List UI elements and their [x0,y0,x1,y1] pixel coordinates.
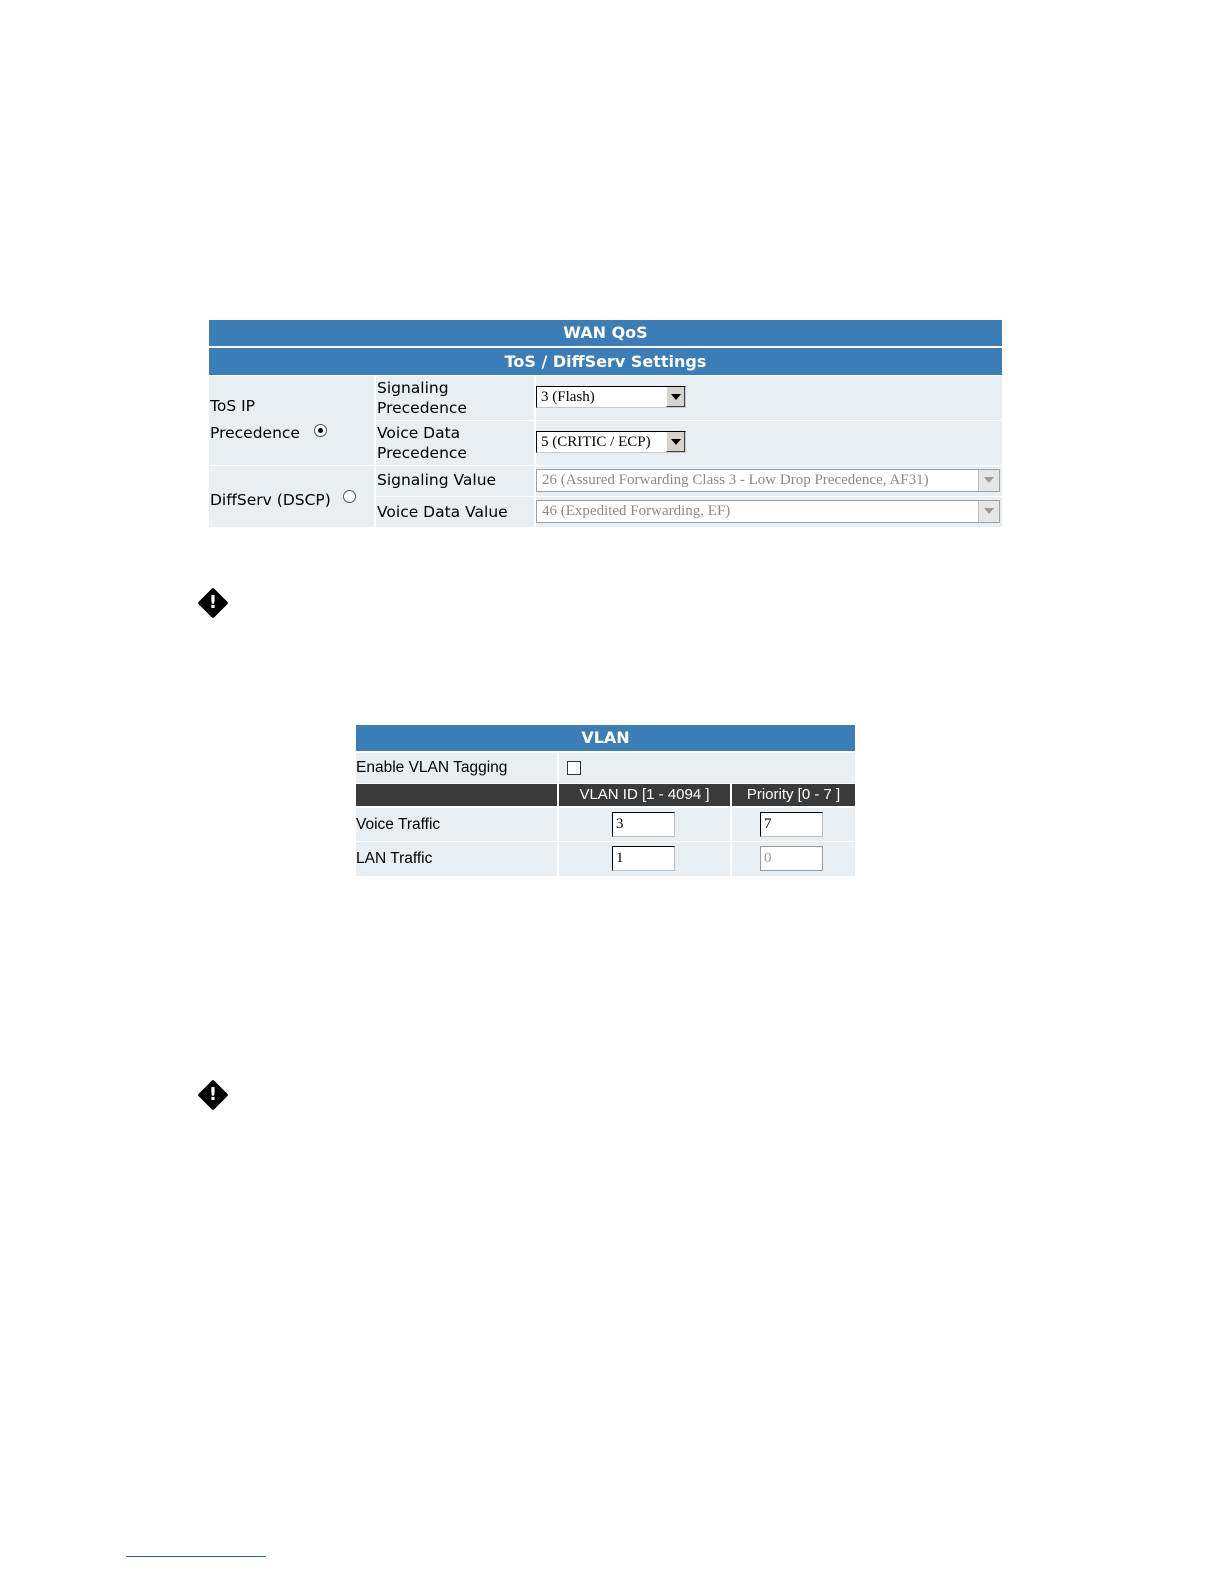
enable-vlan-label: Enable VLAN Tagging [356,759,508,776]
signaling-precedence-label-1: Signaling [377,379,449,397]
wan-qos-panel [209,320,1002,527]
signaling-value-label: Signaling Value [377,471,497,489]
vlan-id-column-header: VLAN ID [1 - 4094 ] [559,784,730,806]
signaling-value-selected-value: 26 (Assured Forwarding Class 3 - Low Drop Precedence, AF31) [542,472,929,488]
diffserv-option-cell [209,466,374,527]
tos-diffserv-title: ToS / DiffServ Settings [209,348,1002,375]
signaling-value-label-cell [376,466,534,496]
chevron-down-icon[interactable] [978,470,999,491]
lan-traffic-label: LAN Traffic [356,850,433,867]
warning-icon: ! [197,587,229,619]
voice-precedence-label-1: Voice Data [377,424,461,442]
voice-value-select-cell [536,497,1002,527]
vlan-header-blank [356,784,557,806]
footer-rule [126,1556,266,1557]
tos-label-line2: Precedence [210,424,300,442]
voice-value-label: Voice Data Value [377,503,508,521]
voice-priority-input[interactable]: 7 [760,812,823,837]
voice-vlan-id-input[interactable]: 3 [612,812,675,837]
tos-radio[interactable] [314,424,327,437]
warning-icon: ! [197,1079,229,1111]
diffserv-radio[interactable] [343,490,356,503]
diffserv-label: DiffServ (DSCP) [210,491,331,509]
lan-priority-input[interactable]: 0 [760,846,823,871]
signaling-precedence-label-2: Precedence [377,399,467,417]
chevron-down-icon[interactable] [978,501,999,522]
priority-column-header: Priority [0 - 7 ] [732,784,855,806]
voice-priority-cell [732,808,855,841]
wan-qos-title: WAN QoS [209,320,1002,346]
signaling-precedence-select-cell [536,376,1002,420]
signaling-value-select[interactable] [536,469,1000,492]
voice-value-selected-value: 46 (Expedited Forwarding, EF) [542,503,731,519]
voice-vlan-id-cell [559,808,730,841]
signaling-value-select-cell [536,466,1002,496]
enable-vlan-checkbox[interactable] [567,761,581,775]
table-row [356,808,557,841]
tos-option-cell [209,376,374,465]
voice-precedence-selected-value: 5 (CRITIC / ECP) [541,434,651,450]
signaling-precedence-label-cell [376,376,534,420]
vlan-title: VLAN [356,725,855,751]
voice-value-label-cell [376,497,534,527]
vlan-panel [356,725,855,876]
lan-priority-cell [732,842,855,876]
lan-vlan-id-input[interactable]: 1 [612,846,675,871]
table-row [356,842,557,876]
voice-precedence-label-2: Precedence [377,444,467,462]
enable-vlan-label-cell [356,753,557,783]
tos-label-line1: ToS IP [210,397,256,415]
chevron-down-icon[interactable] [666,387,685,407]
lan-vlan-id-cell [559,842,730,876]
voice-precedence-select-cell [536,421,1002,465]
voice-traffic-label: Voice Traffic [356,816,441,833]
voice-precedence-select[interactable] [536,431,686,453]
signaling-precedence-select[interactable] [536,386,686,408]
voice-precedence-label-cell [376,421,534,465]
voice-value-select[interactable] [536,500,1000,523]
signaling-precedence-selected-value: 3 (Flash) [541,389,595,405]
enable-vlan-checkbox-cell [559,753,855,783]
chevron-down-icon[interactable] [666,432,685,452]
